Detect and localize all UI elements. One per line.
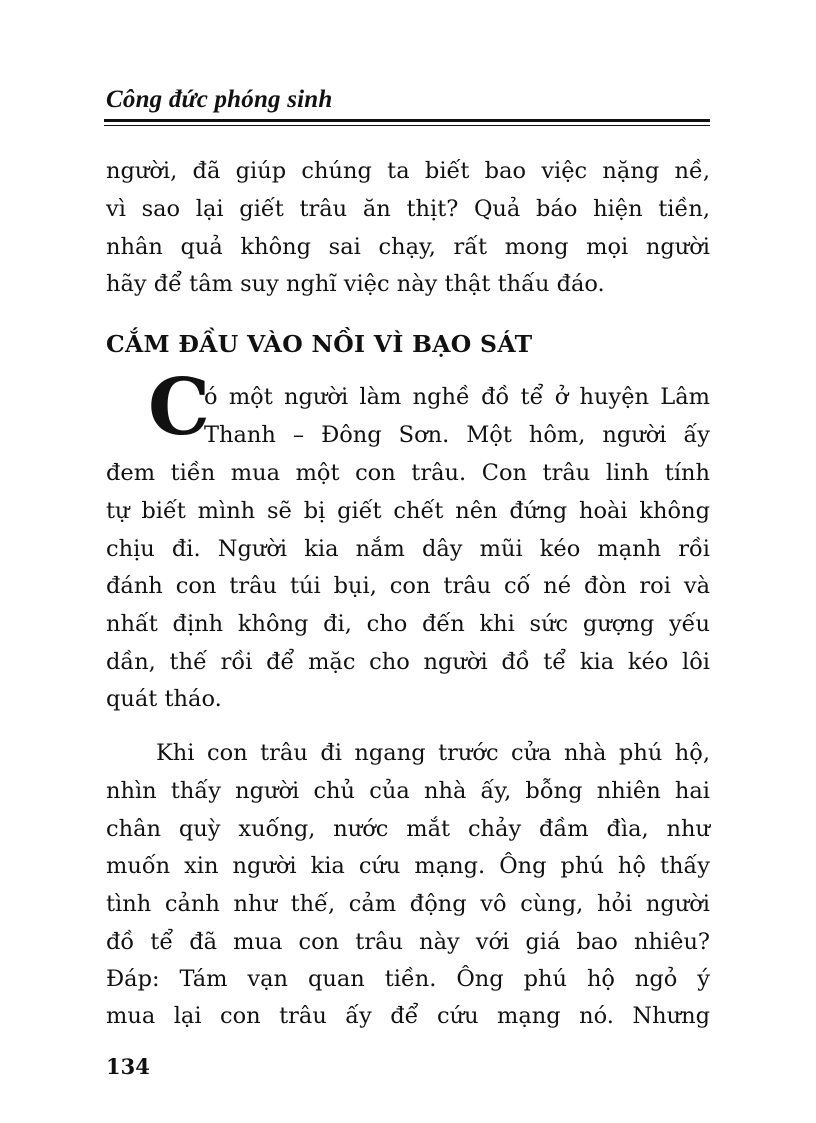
running-header-title: Công đức phóng sinh: [106, 86, 333, 113]
text-line: chịu đi. Người kia nắm dây mũi kéo mạnh rồi: [106, 536, 710, 562]
text-line: đồ tể đã mua con trâu này với giá bao nhiêu?: [106, 929, 710, 955]
drop-cap: C: [148, 362, 211, 453]
header-rule-thin: [104, 125, 710, 126]
text-line: mua lại con trâu ấy để cứu mạng nó. Nhưng: [106, 1003, 710, 1029]
text-line: đánh con trâu túi bụi, con trâu cố né đòn roi và: [106, 573, 710, 599]
text-line: người, đã giúp chúng ta biết bao việc nặng nề,: [106, 158, 710, 184]
section-title: CẮM ĐẦU VÀO NỒI VÌ BẠO SÁT: [106, 330, 533, 358]
text-line: Đáp: Tám vạn quan tiền. Ông phú hộ ngỏ ý: [106, 966, 710, 992]
text-line: nhất định không đi, cho đến khi sức gượng yếu: [106, 611, 710, 637]
text-line: ó một người làm nghề đồ tể ở huyện Lâm: [204, 384, 710, 410]
text-line: quát tháo.: [106, 686, 222, 712]
text-line: nhìn thấy người chủ của nhà ấy, bỗng nhiên hai: [106, 778, 710, 804]
header-rule-thick: [104, 119, 710, 122]
text-line: tự biết mình sẽ bị giết chết nên đứng hoài không: [106, 498, 710, 524]
text-line: nhân quả không sai chạy, rất mong mọi người: [106, 234, 710, 260]
text-line: dần, thế rồi để mặc cho người đồ tể kia kéo lôi: [106, 649, 710, 675]
text-line: đem tiền mua một con trâu. Con trâu linh tính: [106, 460, 710, 486]
text-line: vì sao lại giết trâu ăn thịt? Quả báo hiện tiền,: [106, 196, 710, 222]
page-number: 134: [106, 1054, 150, 1079]
text-line: Thanh – Đông Sơn. Một hôm, người ấy: [204, 422, 710, 448]
text-line: hãy để tâm suy nghĩ việc này thật thấu đáo.: [106, 271, 605, 297]
text-line: tình cảnh như thế, cảm động vô cùng, hỏi người: [106, 891, 710, 917]
text-line: chân quỳ xuống, nước mắt chảy đầm đìa, như: [106, 816, 710, 842]
text-line: muốn xin người kia cứu mạng. Ông phú hộ thấy: [106, 853, 710, 879]
text-line: Khi con trâu đi ngang trước cửa nhà phú hộ,: [156, 740, 710, 766]
